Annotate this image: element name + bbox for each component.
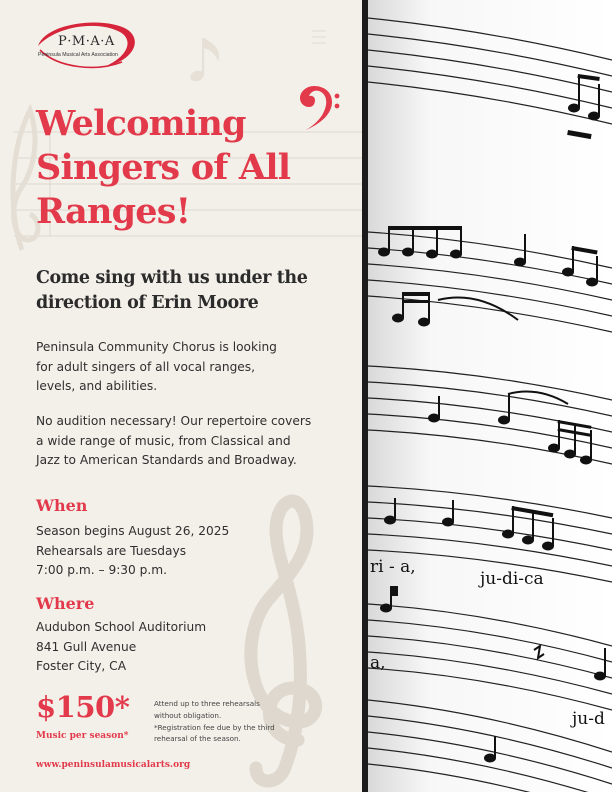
website-link[interactable]: www.peninsulamusicalarts.org: [36, 760, 191, 770]
lyric-1: ri - a,: [370, 557, 416, 577]
where-heading: Where: [36, 594, 95, 613]
where-details: [36, 618, 326, 677]
venue-city: Foster City, CA: [36, 659, 127, 673]
sheet-music-illustration: [368, 0, 612, 792]
subheadline-line-2: direction of Erin Moore: [36, 293, 259, 313]
lyric-3: a,: [370, 653, 386, 673]
fine-print-line: rehearsal of the season.: [154, 734, 241, 744]
repertoire-line: Jazz to American Standards and Broadway.: [36, 453, 297, 467]
intro-line: for adult singers of all vocal ranges,: [36, 359, 256, 374]
logo-subtitle: Peninsula Musical Arts Association: [38, 52, 118, 58]
headline-line-1: Welcoming: [36, 103, 246, 144]
when-details: [36, 522, 326, 581]
faint-staff-symbol: [312, 30, 326, 44]
logo-text: P·M·A·A: [58, 34, 115, 49]
intro-line: levels, and abilities.: [36, 379, 158, 393]
repertoire-paragraph: [36, 412, 346, 471]
headline: [36, 102, 336, 234]
repertoire-line: No audition necessary! Our repertoire covers: [36, 414, 312, 428]
repertoire-line: a wide range of music, from Classical and: [36, 433, 291, 448]
venue-name: Audubon School Auditorium: [36, 620, 207, 634]
price-note: Music per season*: [36, 731, 129, 741]
when-heading: When: [36, 496, 88, 515]
rehearsal-time: 7:00 p.m. – 9:30 p.m.: [36, 563, 168, 577]
price: $150*: [36, 690, 130, 724]
rehearsal-day: Rehearsals are Tuesdays: [36, 543, 187, 558]
intro-line: Peninsula Community Chorus is looking: [36, 340, 277, 354]
headline-line-3: Ranges!: [36, 191, 191, 232]
faint-treble-clef-icon: [13, 110, 38, 250]
headline-line-2: Singers of All: [36, 147, 291, 188]
season-start: Season begins August 26, 2025: [36, 524, 230, 538]
subheadline-line-1: Come sing with us under the: [36, 268, 308, 288]
fine-print-line: Attend up to three rehearsals: [154, 699, 260, 708]
intro-paragraph: [36, 338, 291, 397]
faint-eighth-note-icon: [189, 38, 219, 83]
venue-street: 841 Gull Avenue: [36, 639, 137, 654]
fine-print: [154, 698, 304, 745]
subheadline: [36, 266, 336, 316]
sheet-music-image: [368, 0, 612, 792]
lyric-2: ju-di-ca: [480, 569, 544, 589]
lyric-4: ju-d: [572, 709, 605, 729]
fine-print-line: without obligation.: [154, 710, 222, 720]
fine-print-line: *Registration fee due by the third: [154, 722, 275, 732]
